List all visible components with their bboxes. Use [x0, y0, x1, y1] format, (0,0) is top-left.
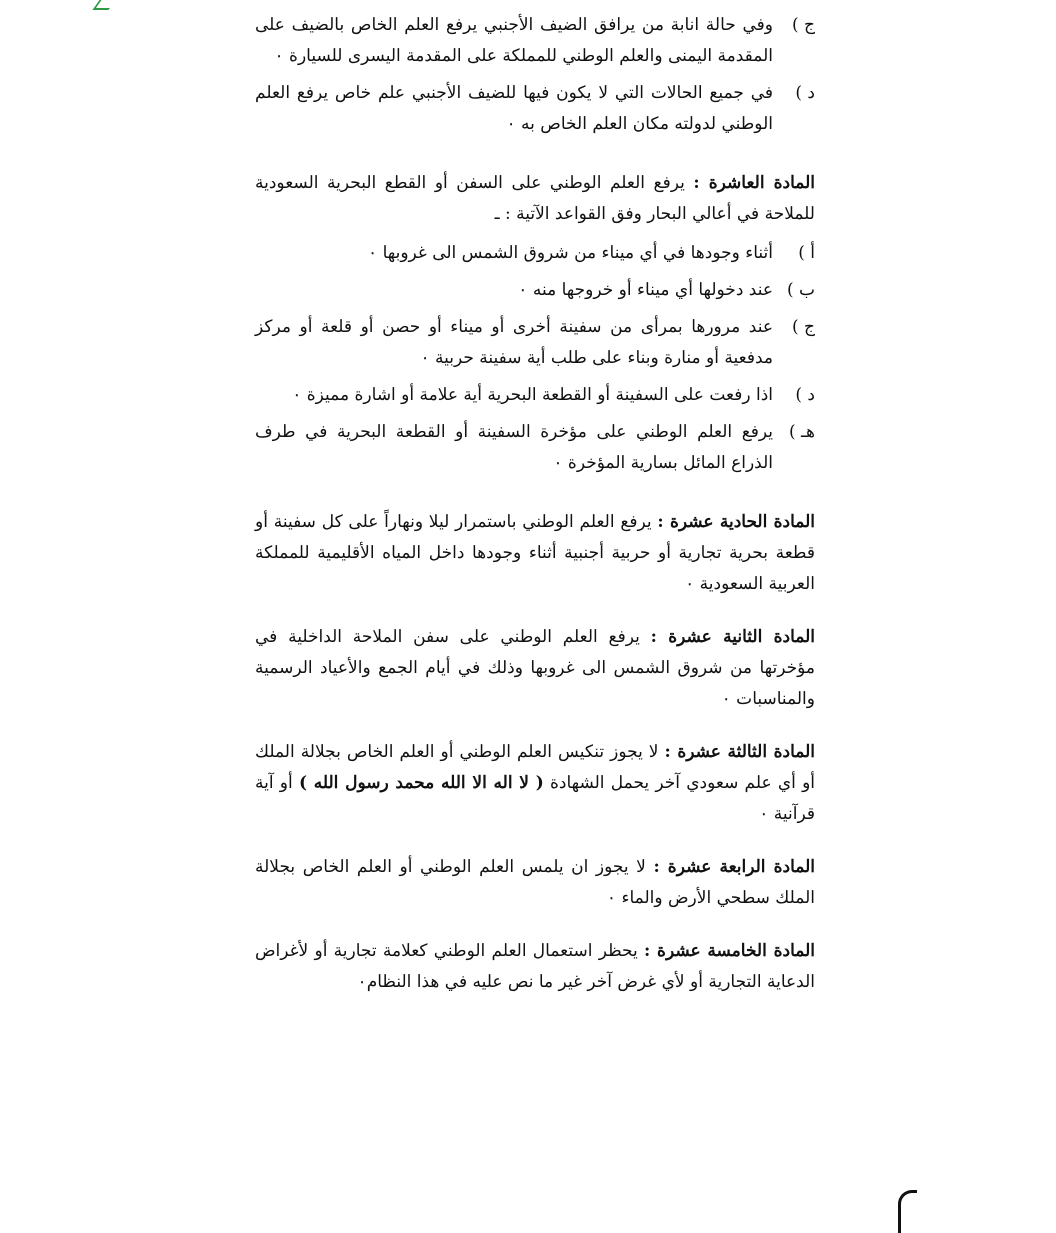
list-item	[255, 10, 815, 72]
shahada-phrase: ( لا اله الا الله محمد رسول الله )	[298, 773, 544, 793]
article-text: يرفع العلم الوطني على سفن الملاحة الداخلية في مؤخرتها من شروق الشمس الى غروبها وذلك في أيام الجمع والأعياد الرسمية والمناسبات ٠	[255, 627, 815, 709]
article-title: المادة العاشرة :	[693, 173, 815, 193]
article-title: المادة الثانية عشرة :	[650, 627, 816, 647]
binding-bracket-mark	[898, 1190, 917, 1233]
item-text: عند مرورها بمرأى من سفينة أخرى أو ميناء أو حصن أو قلعة أو مركز مدفعية أو منارة وبناء على طلب أية سفينة حربية ٠	[255, 317, 773, 368]
article-text-end: أو آية قرآنية ٠	[255, 773, 815, 824]
item-marker: د )	[795, 385, 815, 405]
list-item	[255, 238, 815, 269]
article-15	[255, 936, 815, 998]
article-text: يرفع العلم الوطني على السفن أو القطع البحرية السعودية للملاحة في أعالي البحار وفق القواعد الآتية : ـ	[255, 173, 815, 224]
item-text: أثناء وجودها في أي ميناء من شروق الشمس الى غروبها ٠	[368, 243, 773, 263]
item-marker: ب )	[786, 280, 815, 300]
article-title: المادة الحادية عشرة :	[657, 512, 815, 532]
item-text: في جميع الحالات التي لا يكون فيها للضيف الأجنبي علم خاص يرفع العلم الوطني لدولته مكان العلم الخاص به ٠	[255, 83, 773, 134]
item-marker: ج )	[791, 317, 815, 337]
list-item	[255, 380, 815, 411]
corner-mark	[92, 0, 115, 10]
item-text: وفي حالة انابة من يرافق الضيف الأجنبي يرفع العلم الخاص بالضيف على المقدمة اليمنى والعلم الوطني للمملكة على المقدمة اليسرى للسيارة ٠	[255, 15, 773, 66]
article-text: يرفع العلم الوطني باستمرار ليلا ونهاراً على كل سفينة أو قطعة بحرية تجارية أو حربية أجنبية أثناء وجودها داخل المياه الأقليمية للمملكة العربية السعودية ٠	[255, 512, 815, 594]
item-text: يرفع العلم الوطني على مؤخرة السفينة أو القطعة البحرية في طرف الذراع المائل بسارية المؤخرة ٠	[255, 422, 773, 473]
article-14	[255, 852, 815, 914]
item-marker: د )	[795, 83, 815, 103]
article-text: يحظر استعمال العلم الوطني كعلامة تجارية أو لأغراض الدعاية التجارية أو لأي غرض آخر غير ما نص عليه في هذا النظام٠	[255, 941, 815, 992]
article-title: المادة الرابعة عشرة :	[653, 857, 815, 877]
article-title: المادة الثالثة عشرة :	[664, 742, 815, 762]
item-marker: أ )	[798, 243, 815, 263]
item-marker: هـ )	[789, 422, 815, 442]
article-text: لا يجوز ان يلمس العلم الوطني أو العلم الخاص بجلالة الملك سطحي الأرض والماء ٠	[255, 857, 815, 908]
item-text: عند دخولها أي ميناء أو خروجها منه ٠	[518, 280, 773, 300]
item-text: اذا رفعت على السفينة أو القطعة البحرية أية علامة أو اشارة مميزة ٠	[292, 385, 773, 405]
item-marker: ج )	[791, 15, 815, 35]
list-item	[255, 275, 815, 306]
article-10	[255, 168, 815, 230]
list-item	[255, 417, 815, 479]
article-title: المادة الخامسة عشرة :	[644, 941, 815, 961]
article-13	[255, 737, 815, 830]
list-item	[255, 78, 815, 140]
article-12	[255, 622, 815, 715]
document-page	[255, 10, 815, 998]
article-11	[255, 507, 815, 600]
article-text: لا يجوز تنكيس العلم الوطني أو العلم الخاص بجلالة الملك أو أي علم سعودي آخر يحمل الشهادة	[255, 742, 816, 793]
list-item	[255, 312, 815, 374]
